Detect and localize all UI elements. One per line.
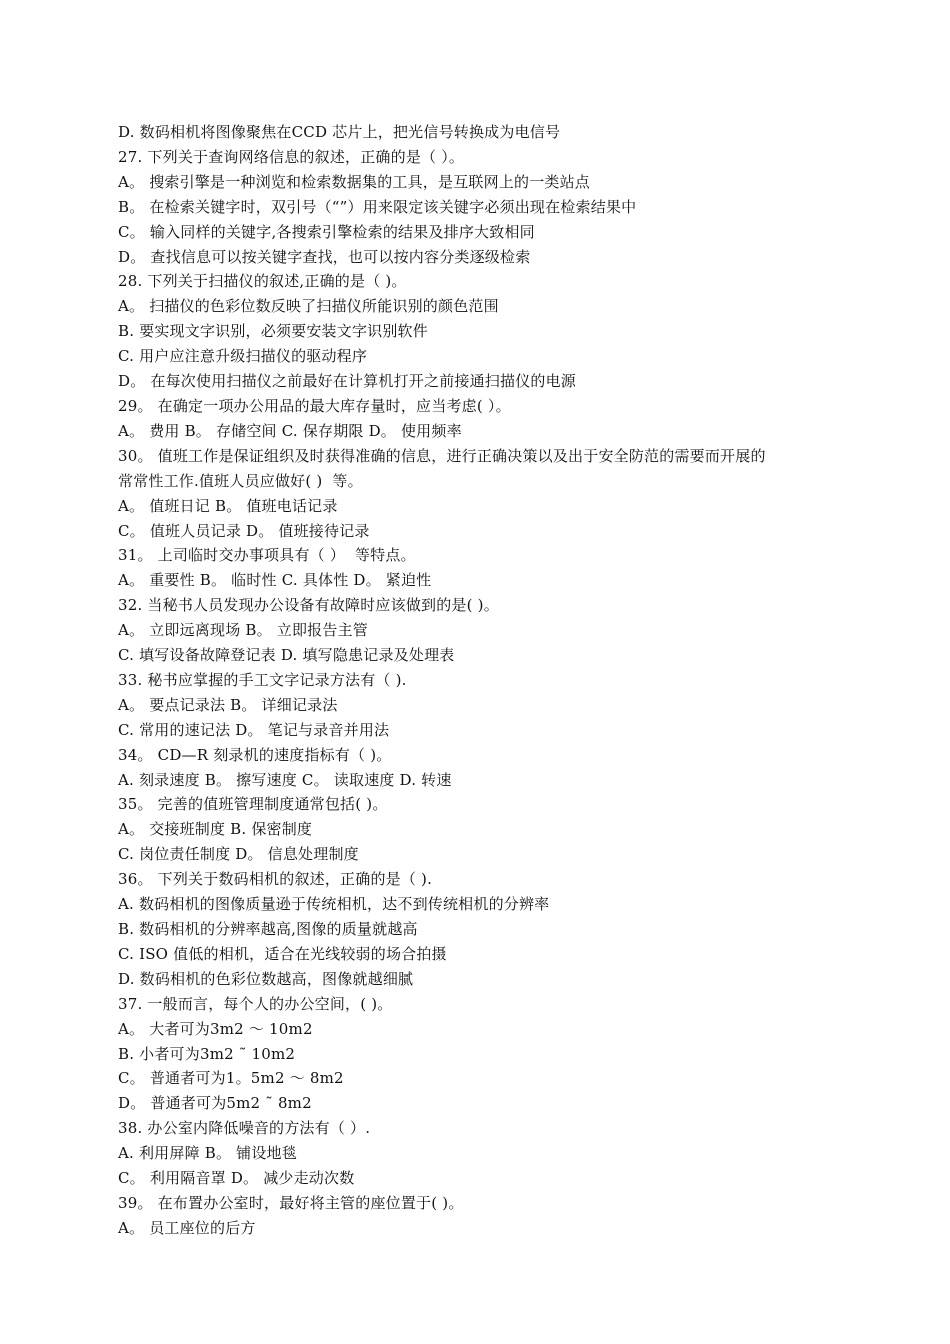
text-line: C. 常用的速记法 D。 笔记与录音并用法: [118, 720, 390, 739]
text-line: C。 利用隔音罩 D。 减少走动次数: [118, 1169, 355, 1188]
text-line: 38. 办公室内降低噪音的方法有（ ）.: [118, 1119, 371, 1138]
text-line: 33. 秘书应掌握的手工文字记录方法有（ ).: [118, 670, 407, 689]
text-line: C. 填写设备故障登记表 D. 填写隐患记录及处理表: [118, 646, 455, 665]
text-line: C。 输入同样的关键字,各搜索引擎检索的结果及排序大致相同: [118, 222, 535, 241]
text-line: 27. 下列关于查询网络信息的叙述，正确的是（ ）。: [118, 147, 465, 166]
text-line: A. 数码相机的图像质量逊于传统相机，达不到传统相机的分辨率: [118, 895, 550, 914]
text-line: C. 岗位责任制度 D。 信息处理制度: [118, 845, 359, 864]
text-line: A。 搜索引擎是一种浏览和检索数据集的工具，是互联网上的一类站点: [118, 172, 591, 191]
text-line: D. 数码相机将图像聚焦在CCD 芯片上，把光信号转换成为电信号: [118, 123, 561, 141]
text-line: A。 员工座位的后方: [118, 1218, 256, 1237]
text-line: 30。 值班工作是保证组织及时获得准确的信息，进行正确决策以及出于安全防范的需要而开展的: [118, 446, 766, 465]
text-line: A。 重要性 B。 临时性 C. 具体性 D。 紧迫性: [118, 571, 432, 590]
text-line: 39。 在布置办公室时，最好将主管的座位置于( )。: [118, 1193, 464, 1212]
text-line: 28. 下列关于扫描仪的叙述,正确的是（ )。: [118, 272, 407, 291]
text-line: A. 利用屏障 B。 铺设地毯: [118, 1144, 297, 1163]
text-line: C. 用户应注意升级扫描仪的驱动程序: [118, 347, 368, 366]
text-line: 29。 在确定一项办公用品的最大库存量时，应当考虑( ）。: [118, 396, 511, 415]
text-line: B. 小者可为3m2 ˜ 10m2: [118, 1044, 296, 1063]
text-line: B. 要实现文字识别，必须要安装文字识别软件: [118, 322, 428, 341]
text-line: A。 费用 B。 存储空间 C. 保存期限 D。 使用频率: [118, 421, 462, 440]
text-line: 35。 完善的值班管理制度通常包括( )。: [118, 795, 388, 814]
text-line: A. 刻录速度 B。 擦写速度 C。 读取速度 D. 转速: [118, 770, 452, 789]
text-line: A。 扫描仪的色彩位数反映了扫描仪所能识别的颜色范围: [118, 297, 499, 316]
text-line: C。 普通者可为1。5m2 ～ 8m2: [118, 1069, 344, 1088]
text-line: C. ISO 值低的相机，适合在光线较弱的场合拍摄: [118, 944, 447, 963]
text-line: B。 在检索关键字时，双引号（“”）用来限定该关键字必须出现在检索结果中: [118, 197, 637, 216]
text-line: D. 数码相机的色彩位数越高，图像就越细腻: [118, 969, 414, 988]
text-line: A。 立即远离现场 B。 立即报告主管: [118, 621, 368, 640]
text-line: C。 值班人员记录 D。 值班接待记录: [118, 521, 370, 540]
text-line: 常常性工作.值班人员应做好( ) 等。: [118, 471, 363, 490]
text-line: A。 大者可为3m2 ～ 10m2: [118, 1019, 313, 1038]
text-line: A。 要点记录法 B。 详细记录法: [118, 695, 338, 714]
text-line: 34。 CD—R 刻录机的速度指标有（ )。: [118, 745, 392, 764]
text-line: A。 交接班制度 B. 保密制度: [118, 820, 313, 839]
text-line: D。 查找信息可以按关键字查找，也可以按内容分类逐级检索: [118, 247, 531, 266]
text-line: 37. 一般而言，每个人的办公空间，( )。: [118, 994, 393, 1013]
text-line: D。 在每次使用扫描仪之前最好在计算机打开之前接通扫描仪的电源: [118, 372, 576, 391]
document-body: [118, 120, 848, 1241]
text-line: B. 数码相机的分辨率越高,图像的质量就越高: [118, 920, 418, 938]
text-line: 31。 上司临时交办事项具有（ ） 等特点。: [118, 546, 416, 565]
text-line: 32. 当秘书人员发现办公设备有故障时应该做到的是( )。: [118, 596, 499, 615]
text-line: 36。 下列关于数码相机的叙述，正确的是（ ).: [118, 870, 433, 889]
text-line: D。 普通者可为5m2 ˜ 8m2: [118, 1094, 312, 1113]
text-line: A。 值班日记 B。 值班电话记录: [118, 496, 338, 515]
